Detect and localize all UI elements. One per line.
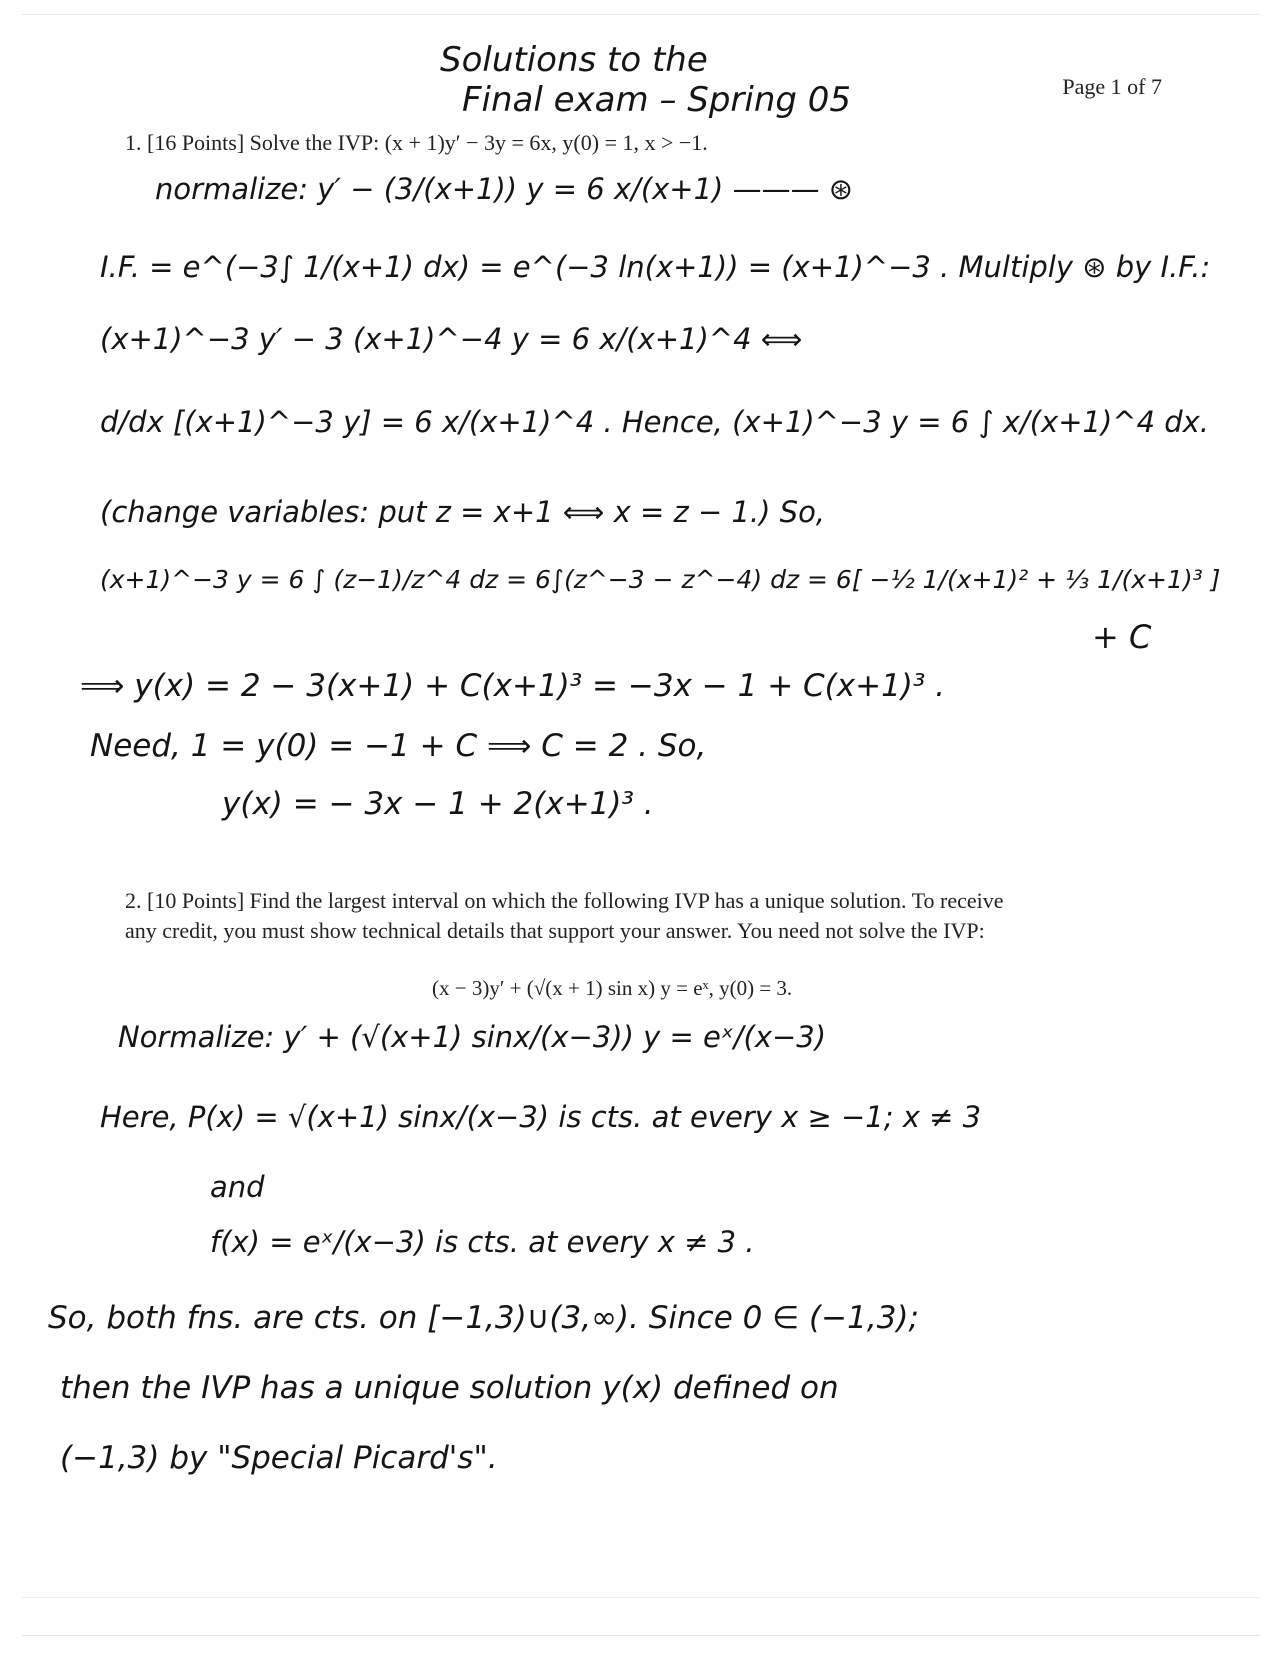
p2-normalize: Normalize: y′ + (√(x+1) sinx/(x−3)) y = eˣ/(x−3): [118, 1020, 827, 1054]
p2-and: and: [210, 1170, 265, 1204]
problem-2-ivp: (x − 3)y′ + (√(x + 1) sin x) y = eˣ, y(0) = 3.: [432, 976, 793, 1000]
p2-conclusion-2: then the IVP has a unique solution y(x) defined on: [60, 1370, 839, 1406]
p2-conclusion-3: (−1,3) by "Special Picard's".: [60, 1440, 498, 1476]
problem-1-statement: 1. [16 Points] Solve the IVP: (x + 1)y′ − 3y = 6x, y(0) = 1, x > −1.: [125, 130, 708, 155]
p1-final-answer: y(x) = − 3x − 1 + 2(x+1)³ .: [222, 786, 654, 822]
p1-change-variables: (change variables: put z = x+1 ⟺ x = z − 1.) So,: [100, 495, 826, 529]
p1-normalize: normalize: y′ − (3/(x+1)) y = 6 x/(x+1) ——— ⊛: [155, 172, 854, 206]
p1-multiplied: (x+1)^−3 y′ − 3 (x+1)^−4 y = 6 x/(x+1)^4 ⟺: [100, 322, 803, 356]
p2-f-of-x: f(x) = eˣ/(x−3) is cts. at every x ≠ 3 .: [210, 1225, 755, 1259]
p1-integrating-factor: I.F. = e^(−3∫ 1/(x+1) dx) = e^(−3 ln(x+1)) = (x+1)^−3 . Multiply ⊛ by I.F.:: [100, 250, 1211, 284]
p1-integral: (x+1)^−3 y = 6 ∫ (z−1)/z^4 dz = 6∫(z^−3 − z^−4) dz = 6[ −½ 1/(x+1)² + ⅓ 1/(x+1)³ ]: [100, 565, 1221, 594]
p1-initial-condition: Need, 1 = y(0) = −1 + C ⟹ C = 2 . So,: [90, 728, 707, 764]
page-number: Page 1 of 7: [1062, 74, 1162, 99]
p2-p-of-x: Here, P(x) = √(x+1) sinx/(x−3) is cts. at every x ≥ −1; x ≠ 3: [100, 1100, 982, 1134]
problem-2-statement-line-1: 2. [10 Points] Find the largest interval on which the following IVP has a unique solution. To receive: [125, 888, 1004, 913]
p1-constant: + C: [1092, 618, 1152, 656]
p1-derivative: d/dx [(x+1)^−3 y] = 6 x/(x+1)^4 . Hence, (x+1)^−3 y = 6 ∫ x/(x+1)^4 dx.: [100, 405, 1210, 439]
title-line-1: Solutions to the: [440, 40, 708, 80]
p1-general-solution: ⟹ y(x) = 2 − 3(x+1) + C(x+1)³ = −3x − 1 + C(x+1)³ .: [80, 668, 946, 704]
title-line-2: Final exam – Spring 05: [462, 80, 852, 120]
p2-conclusion-1: So, both fns. are cts. on [−1,3)∪(3,∞). Since 0 ∈ (−1,3);: [48, 1300, 919, 1336]
bottom-scan-line: [22, 1597, 1260, 1598]
problem-2-statement-line-2: any credit, you must show technical details that support your answer. You need not solve the IVP:: [125, 918, 985, 943]
